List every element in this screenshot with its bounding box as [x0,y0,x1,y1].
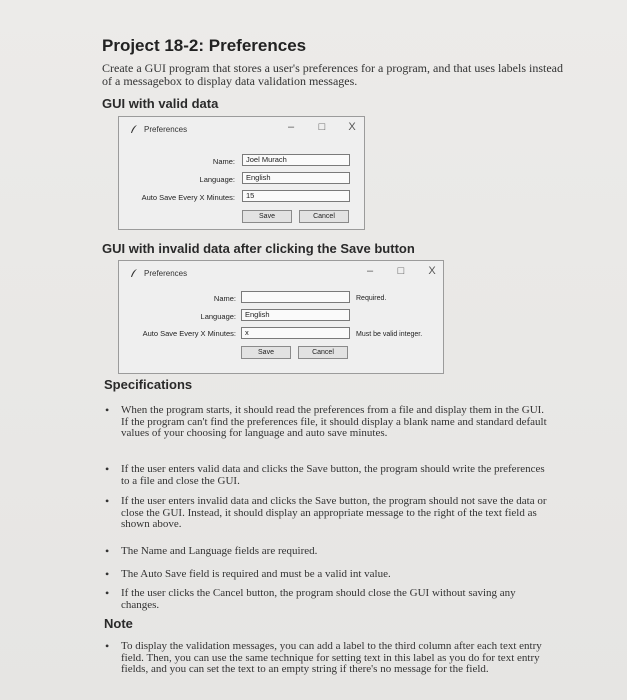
specifications-heading: Specifications [104,377,193,392]
maximize-icon[interactable]: □ [397,265,405,277]
cancel-button[interactable]: Cancel [298,346,348,359]
autosave-label: Auto Save Every X Minutes: [141,193,235,202]
list-item: • If the user clicks the Cancel button, the program should close the GUI without saving any changes. [121,588,549,611]
save-button[interactable]: Save [242,210,292,223]
window-titlebar [119,261,443,285]
maximize-icon[interactable]: □ [318,121,326,133]
language-label: Language: [199,175,235,184]
preferences-window-valid [118,116,365,230]
language-field[interactable]: English [242,172,350,184]
autosave-field[interactable]: 15 [242,190,350,202]
feather-icon [129,124,139,134]
close-icon[interactable]: X [428,265,436,277]
valid-gui-heading: GUI with valid data [102,96,219,111]
page-title: Project 18-2: Preferences [102,36,307,55]
list-item: • The Name and Language fields are required. [121,546,549,558]
list-item: • When the program starts, it should read the preferences from a file and display them in the GUI. If the program can't find the preferences file, it should display a blank name and standard default values of your choosing for language and auto save minutes. [121,405,549,440]
list-item: • The Auto Save field is required and must be a valid int value. [121,569,549,581]
name-label: Name: [212,157,235,166]
name-field[interactable]: Joel Murach [242,154,350,166]
language-field[interactable]: English [241,309,350,321]
window-title: Preferences [144,269,188,278]
autosave-label: Auto Save Every X Minutes: [142,329,236,338]
name-field[interactable] [241,291,350,303]
list-item: • If the user enters valid data and clicks the Save button, the program should write the preferences to a file and close the GUI. [121,464,549,487]
close-icon[interactable]: X [348,121,356,133]
autosave-field[interactable]: x [241,327,350,339]
save-button[interactable]: Save [241,346,291,359]
cancel-button[interactable]: Cancel [299,210,349,223]
list-item: • To display the validation messages, you can add a label to the third column after each text entry field. Then, you can use the same technique for setting text in this label as you do for text entry fields, and you can set the text to an empty string if there's no message for the field. [121,641,549,676]
note-heading: Note [104,616,133,631]
autosave-validation-message: Must be valid integer. [356,331,423,338]
minimize-icon[interactable]: – [366,265,374,277]
language-label: Language: [200,312,236,321]
intro-paragraph: Create a GUI program that stores a user's preferences for a program, and that uses labels instead of a messagebox to display data validation messages. [102,61,563,88]
preferences-window-invalid [118,260,444,374]
feather-icon [129,268,139,278]
name-validation-message: Required. [356,295,387,302]
list-item: • If the user enters invalid data and clicks the Save button, the program should not save the data or close the GUI. Instead, it should display an appropriate message to the right of the text field as shown above. [121,496,549,531]
window-titlebar [119,117,364,141]
name-label: Name: [213,294,236,303]
invalid-gui-heading: GUI with invalid data after clicking the Save button [102,241,415,256]
window-title: Preferences [144,125,188,134]
minimize-icon[interactable]: – [287,121,295,133]
